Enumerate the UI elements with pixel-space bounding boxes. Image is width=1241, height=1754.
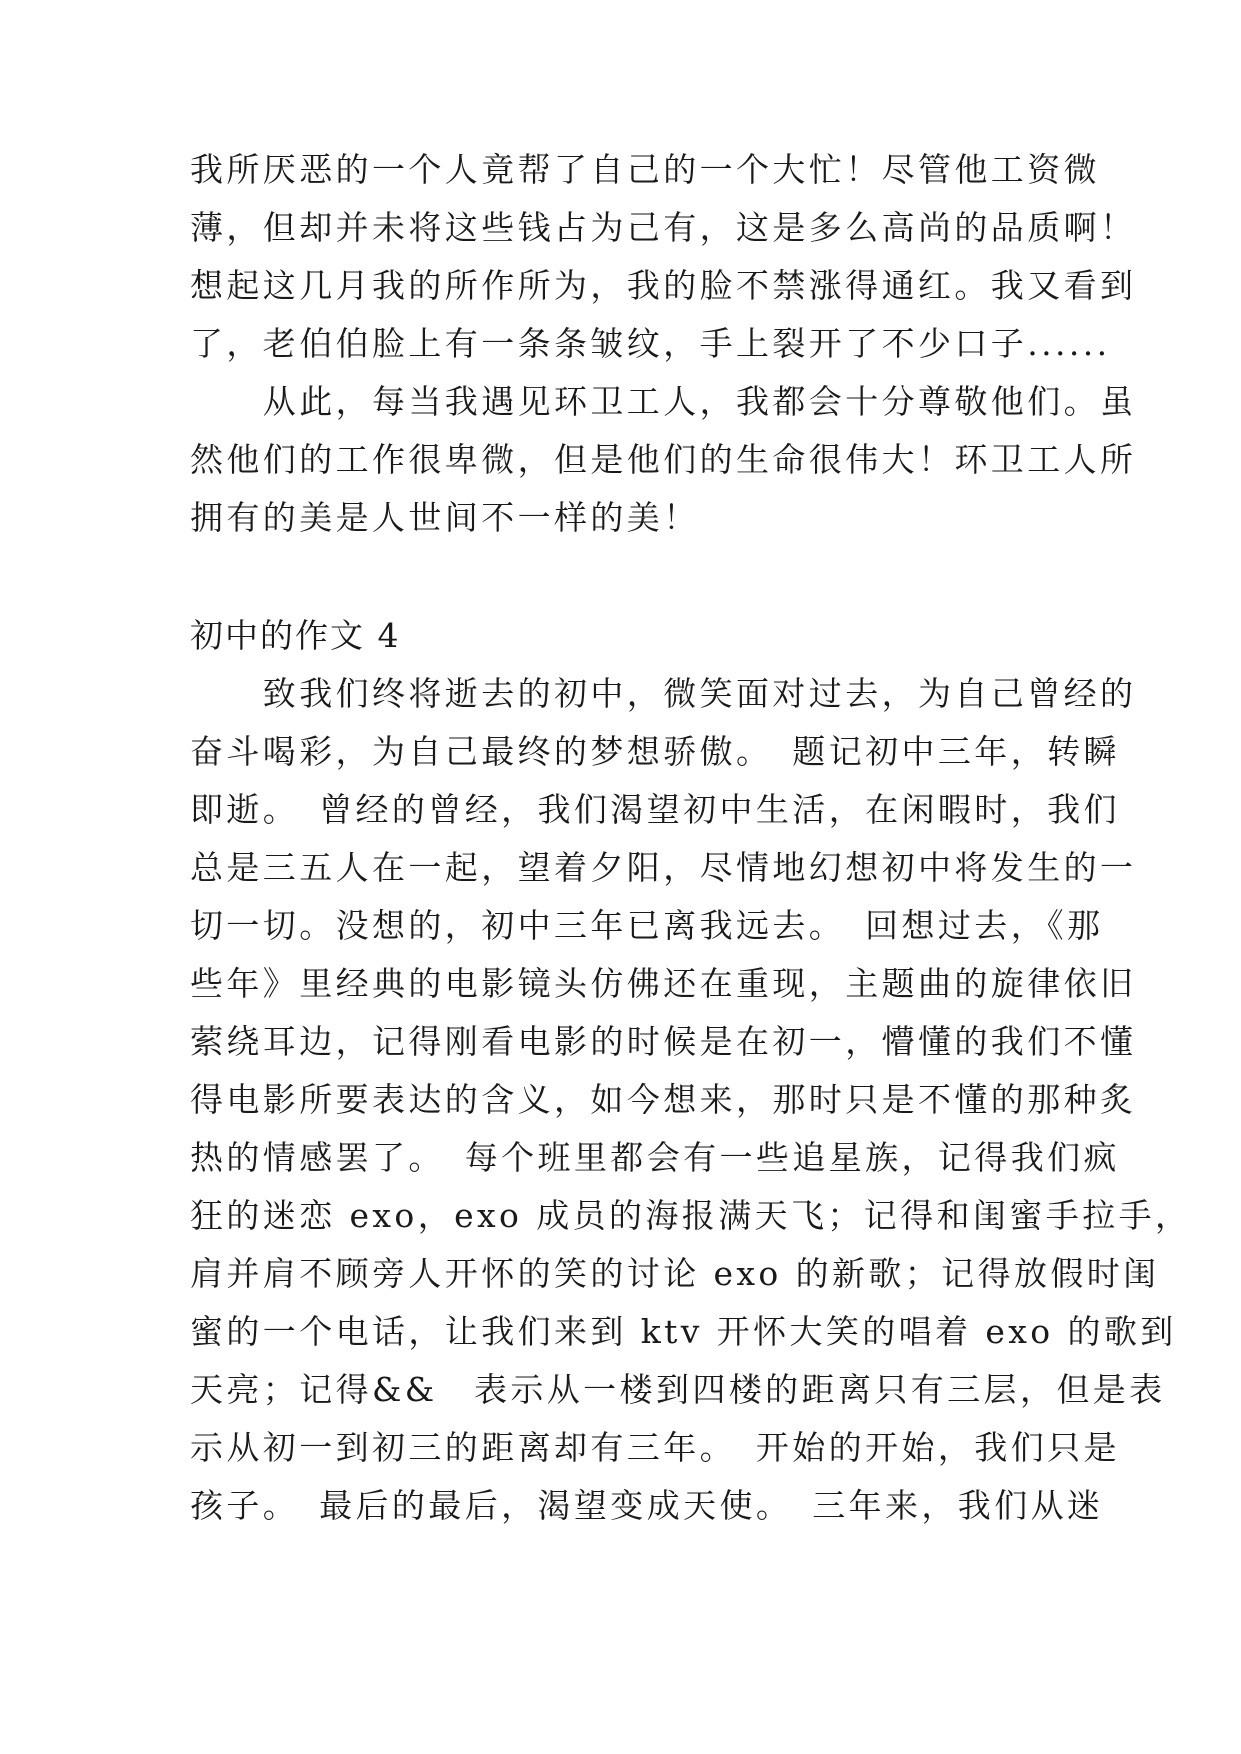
paragraph-line: 从此，每当我遇见环卫工人，我都会十分尊敬他们。虽 bbox=[190, 382, 1137, 421]
paragraph-line: 总是三五人在一起，望着夕阳，尽情地幻想初中将发生的一 bbox=[190, 848, 1137, 887]
paragraph-line: 些年》里经典的电影镜头仿佛还在重现，主题曲的旋律依旧 bbox=[190, 964, 1137, 1003]
paragraph-line: 致我们终将逝去的初中，微笑面对过去，为自己曾经的 bbox=[190, 674, 1137, 713]
paragraph-line: 天亮；记得&& 表示从一楼到四楼的距离只有三层，但是表 bbox=[190, 1370, 1166, 1409]
paragraph-line: 蜜的一个电话，让我们来到 ktv 开怀大笑的唱着 exo 的歌到 bbox=[190, 1312, 1177, 1351]
paragraph-line: 狂的迷恋 exo，exo 成员的海报满天飞；记得和闺蜜手拉手， bbox=[190, 1196, 1192, 1235]
paragraph-line: 肩并肩不顾旁人开怀的笑的讨论 exo 的新歌；记得放假时闺 bbox=[190, 1254, 1160, 1293]
paragraph-line: 切一切。没想的，初中三年已离我远去。 回想过去，《那 bbox=[190, 906, 1104, 945]
paragraph-line: 奋斗喝彩，为自己最终的梦想骄傲。 题记初中三年，转瞬 bbox=[190, 732, 1120, 771]
paragraph-line: 薄，但却并未将这些钱占为己有，这是多么高尚的品质啊！ bbox=[190, 208, 1137, 247]
paragraph-line: 萦绕耳边，记得刚看电影的时候是在初一，懵懂的我们不懂 bbox=[190, 1022, 1137, 1061]
paragraph-line: 拥有的美是人世间不一样的美！ bbox=[190, 498, 700, 537]
paragraph-line: 得电影所要表达的含义，如今想来，那时只是不懂的那种炙 bbox=[190, 1080, 1137, 1119]
paragraph-line: 我所厌恶的一个人竟帮了自己的一个大忙！尽管他工资微 bbox=[190, 150, 1100, 189]
paragraph-line: 示从初一到初三的距离却有三年。 开始的开始，我们只是 bbox=[190, 1428, 1120, 1467]
paragraph-line: 孩子。 最后的最后，渴望变成天使。 三年来，我们从迷 bbox=[190, 1486, 1104, 1525]
paragraph-line: 了，老伯伯脸上有一条条皱纹，手上裂开了不少口子...... bbox=[190, 324, 1111, 363]
section-heading: 初中的作文 4 bbox=[190, 616, 401, 655]
paragraph-line: 然他们的工作很卑微，但是他们的生命很伟大！环卫工人所 bbox=[190, 440, 1137, 479]
paragraph-line: 想起这几月我的所作所为，我的脸不禁涨得通红。我又看到 bbox=[190, 266, 1137, 305]
paragraph-line: 即逝。 曾经的曾经，我们渴望初中生活，在闲暇时，我们 bbox=[190, 790, 1120, 829]
paragraph-line: 热的情感罢了。 每个班里都会有一些追星族，记得我们疯 bbox=[190, 1138, 1120, 1177]
